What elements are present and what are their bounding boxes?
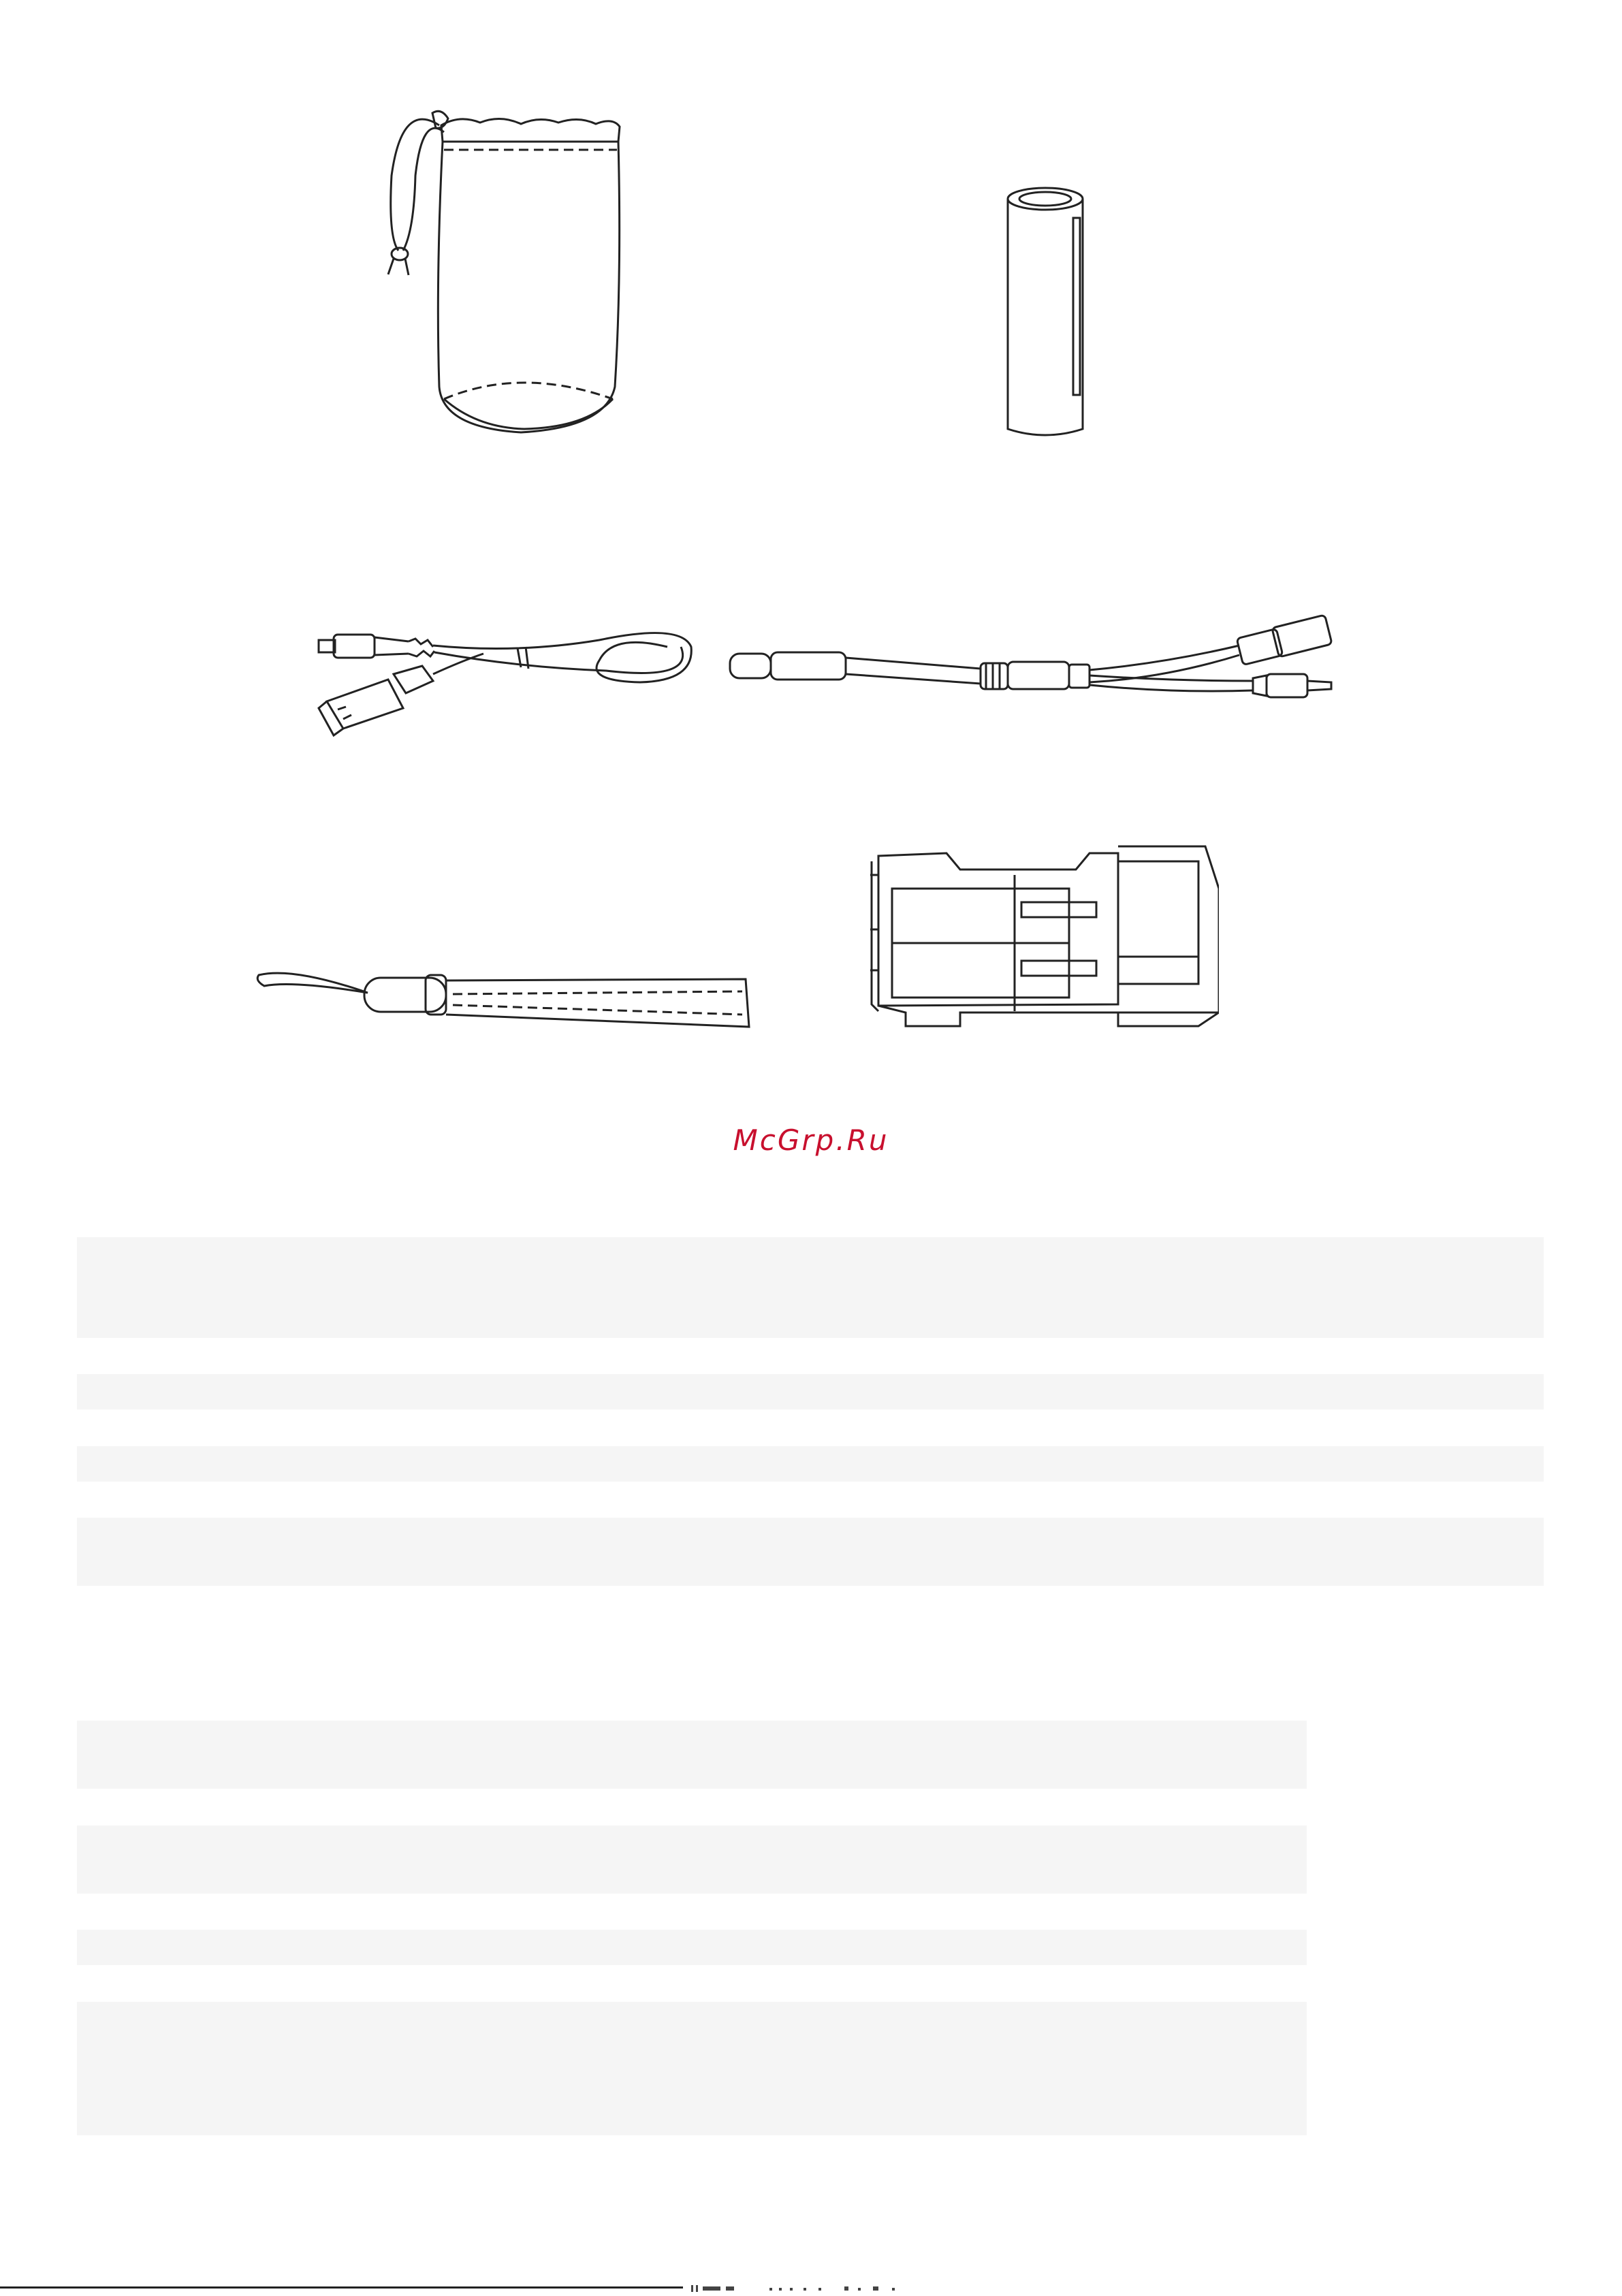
text-band <box>77 2002 1307 2135</box>
footer-marks <box>688 2283 960 2293</box>
watermark-text: McGrp.Ru <box>733 1123 889 1157</box>
text-band <box>77 1446 1544 1482</box>
text-band <box>77 1374 1544 1409</box>
text-band <box>77 1721 1307 1789</box>
battery-illustration <box>994 177 1096 443</box>
wrist-strap-illustration <box>252 953 769 1035</box>
splitter-cable-illustration <box>722 613 1369 722</box>
storage-pouch-illustration <box>286 74 640 448</box>
text-band <box>77 1930 1307 1965</box>
footer-rule <box>0 2286 683 2289</box>
battery-charger-illustration <box>865 834 1219 1032</box>
text-band <box>77 1825 1307 1894</box>
usb-cable-illustration <box>313 606 701 742</box>
text-band <box>77 1237 1544 1338</box>
text-band <box>77 1518 1544 1586</box>
